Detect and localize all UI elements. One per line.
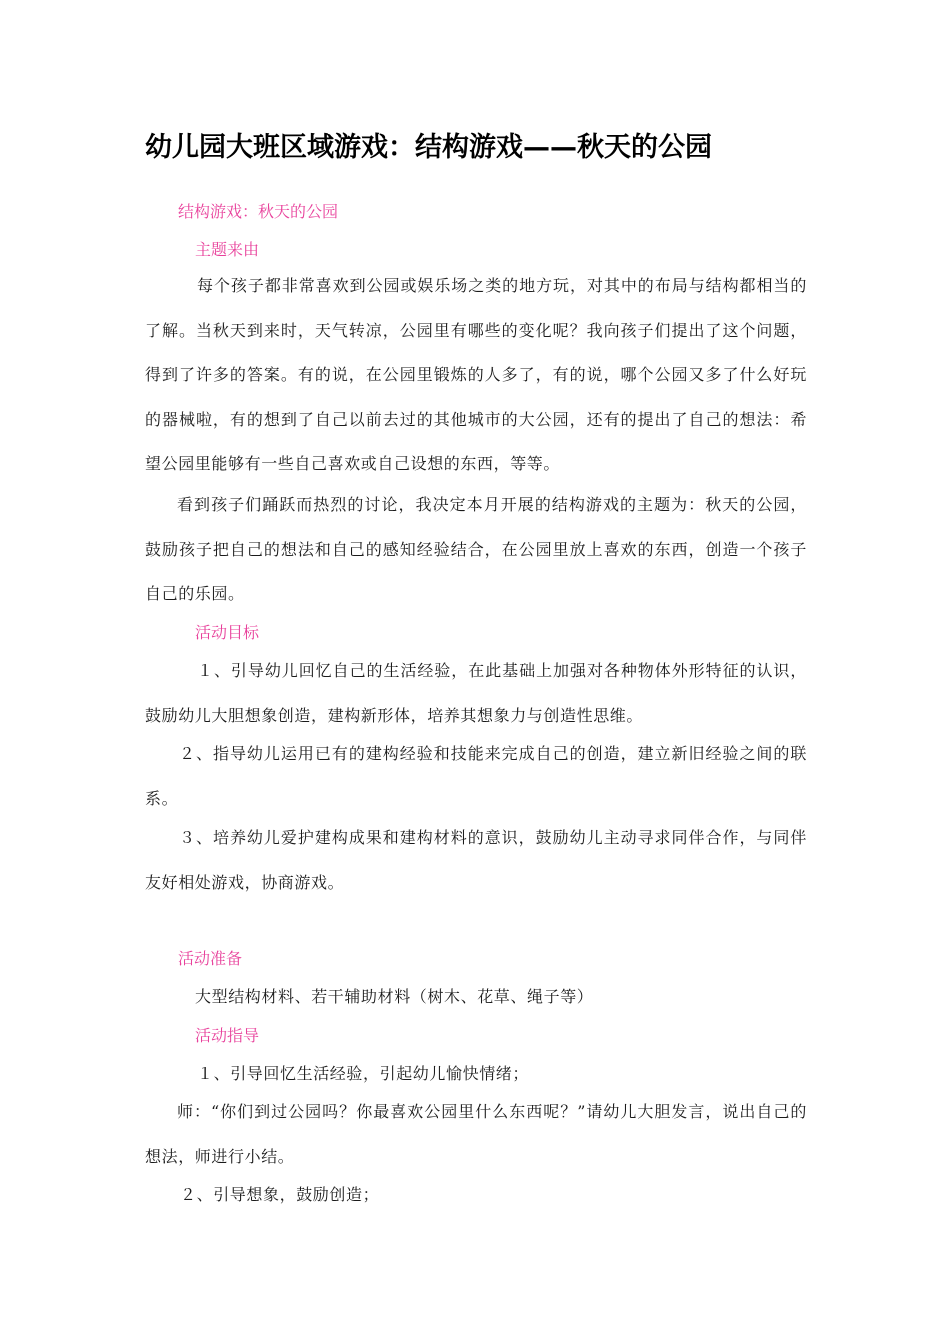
goal-heading: 活动目标: [195, 623, 260, 642]
guide-heading: 活动指导: [195, 1026, 260, 1045]
subtitle: 结构游戏：秋天的公园: [178, 202, 339, 221]
reason-heading: 主题来由: [195, 240, 260, 259]
page-title: 幼儿园大班区域游戏：结构游戏——秋天的公园: [145, 132, 712, 163]
goal-item-1: １、引导幼儿回忆自己的生活经验，在此基础上加强对各种物体外形特征的认识，鼓励幼儿大胆想象创造，建构新形体，培养其想象力与创造性思维。: [145, 661, 807, 725]
goal-item-3: ３、培养幼儿爱护建构成果和建构材料的意识，鼓励幼儿主动寻求同伴合作，与同伴友好相处游戏，协商游戏。: [145, 828, 807, 892]
guide-item-1: １、引导回忆生活经验，引起幼儿愉快情绪；: [197, 1064, 530, 1083]
prep-text: 大型结构材料、若干辅助材料（树木、花草、绳子等）: [195, 987, 594, 1006]
goal-item-2: ２、指导幼儿运用已有的建构经验和技能来完成自己的创造，建立新旧经验之间的联系。: [145, 744, 807, 808]
guide-item-1-detail: 师：“你们到过公园吗？你最喜欢公园里什么东西呢？”请幼儿大胆发言，说出自己的想法，师进行小结。: [145, 1102, 807, 1166]
reason-paragraph-2: 看到孩子们踊跃而热烈的讨论，我决定本月开展的结构游戏的主题为：秋天的公园，鼓励孩子把自己的想法和自己的感知经验结合，在公园里放上喜欢的东西，创造一个孩子自己的乐园。: [145, 495, 807, 603]
reason-paragraph-1: 每个孩子都非常喜欢到公园或娱乐场之类的地方玩，对其中的布局与结构都相当的了解。当秋天到来时，天气转凉，公园里有哪些的变化呢？我向孩子们提出了这个问题，得到了许多的答案。有的说，在公园里锻炼的人多了，有的说，哪个公园又多了什么好玩的器械啦，有的想到了自己以前去过的其他城市的大公园，还有的提出了自己的想法：希望公园里能够有一些自己喜欢或自己设想的东西，等等。: [145, 276, 807, 473]
prep-heading: 活动准备: [178, 949, 243, 968]
guide-item-2: ２、引导想象，鼓励创造；: [180, 1185, 380, 1204]
